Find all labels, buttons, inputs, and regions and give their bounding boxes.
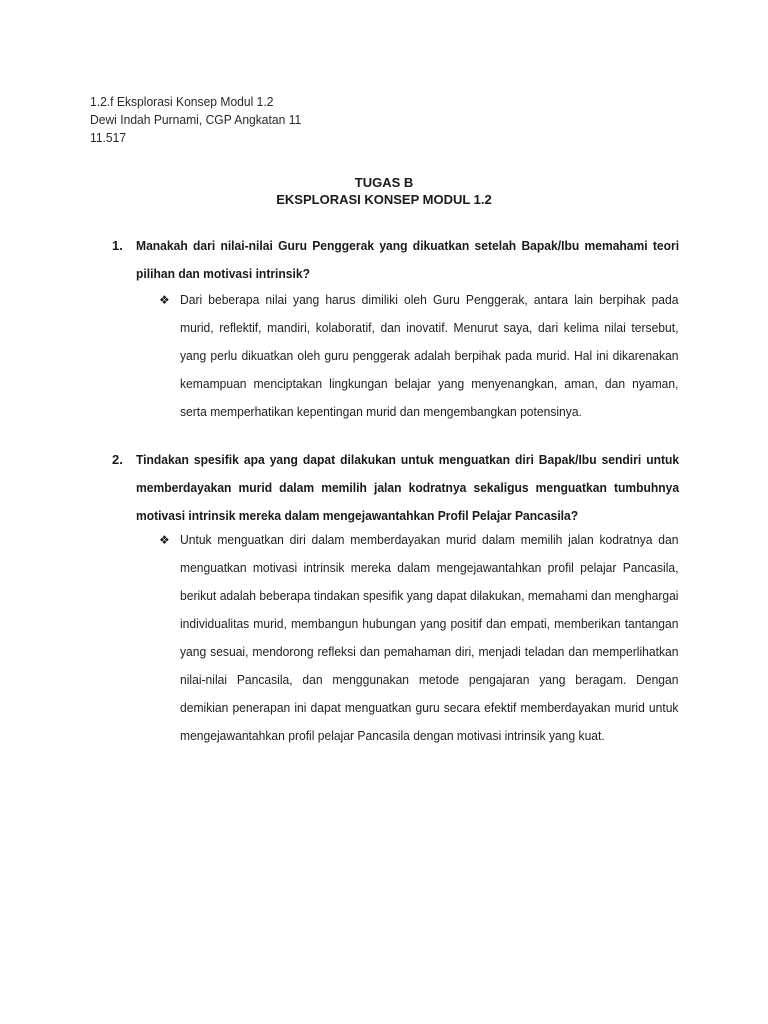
answer-1 [159,286,679,426]
diamond-bullet-icon: ❖ [159,293,170,307]
question-1 [112,232,680,288]
answer-text: Dari beberapa nilai yang harus dimiliki oleh Guru Penggerak, antara lain berpihak pada murid, reflektif, mandiri, kolaboratif, dan inovatif. Menurut saya, dari kelima nilai tersebut, yang perlu dikuatkan oleh guru penggerak adalah berpihak pada murid. Hal ini dikarenakan kemampuan menciptakan lingkungan belajar yang menyenangkan, aman, dan nyaman, serta memperhatikan kepentingan murid dan mengembangkan potensinya. [180,292,679,419]
question-number: 2. [112,452,123,467]
document-header [90,93,301,147]
document-title [0,174,768,208]
question-text: Manakah dari nilai-nilai Guru Penggerak yang dikuatkan setelah Bapak/Ibu memahami teori pilihan dan motivasi intrinsik? [136,238,680,281]
answer-text: Untuk menguatkan diri dalam memberdayakan murid dalam memilih jalan kodratnya dan menguatkan motivasi intrinsik mereka dalam mengejawantahkan profil pelajar Pancasila, berikut adalah beberapa tindakan spesifik yang dapat dilakukan, memahami dan menghargai individualitas murid, membangun hubungan yang positif dan empati, memberikan tantangan yang sesuai, mendorong refleksi dan pemahaman diri, menjadi teladan dan memperlihatkan nilai-nilai Pancasila, dan menggunakan metode pengajaran yang beragam. Dengan demikian penerapan ini dapat menguatkan guru secara efektif memberdayakan murid untuk mengejawantahkan profil pelajar Pancasila dengan motivasi intrinsik yang kuat. [180,532,679,743]
answer-2 [159,526,679,750]
question-2 [112,446,680,530]
diamond-bullet-icon: ❖ [159,533,170,547]
question-number: 1. [112,238,123,253]
header-author: Dewi Indah Purnami, CGP Angkatan 11 [90,112,302,127]
title-line-2: EKSPLORASI KONSEP MODUL 1.2 [276,192,492,207]
header-module-title: 1.2.f Eksplorasi Konsep Modul 1.2 [90,94,274,109]
title-line-1: TUGAS B [354,175,414,190]
question-text: Tindakan spesifik apa yang dapat dilakukan untuk menguatkan diri Bapak/Ibu sendiri untuk memberdayakan murid dalam memilih jalan kodratnya sekaligus menguatkan tumbuhnya motivasi intrinsik mereka dalam mengejawantahkan Profil Pelajar Pancasila? [136,452,680,523]
header-id: 11.517 [90,130,127,145]
